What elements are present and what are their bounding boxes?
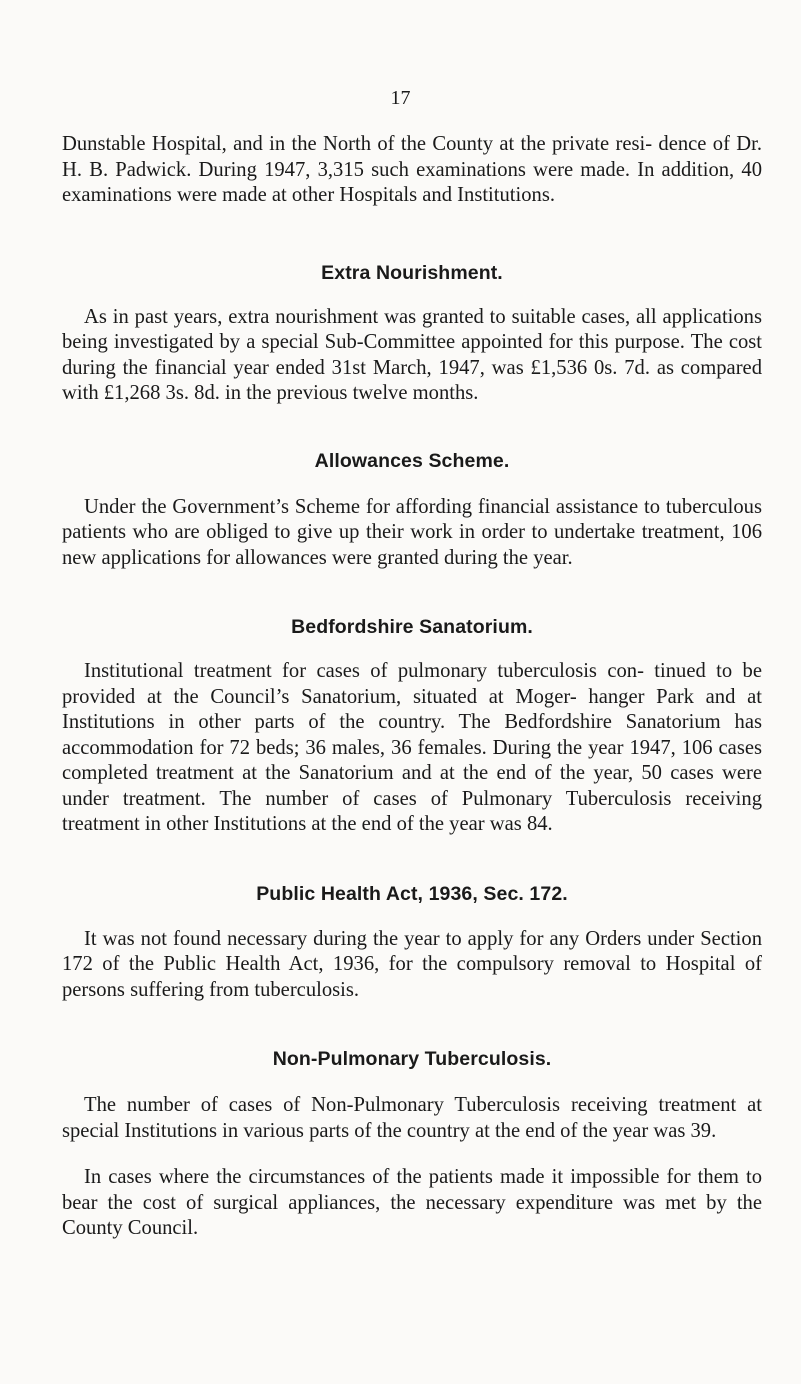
heading-non-pulmonary-tuberculosis: Non-Pulmonary Tuberculosis. xyxy=(272,1048,552,1070)
paragraph-bedfordshire-sanatorium: Institutional treatment for cases of pulmonary tuberculosis con- tinued to be provided at the Council’s Sanatorium, situated at Moger- hanger Park and at Institutions in other parts of the country. The Bedfordshire Sanatorium has accommodation for 72 beds; 36 males, 36 females. During the year 1947, 106 cases completed treatment at the Sanatorium and at the end of the year, 50 cases were under treatment. The number of cases of Pulmonary Tuberculosis receiving treatment in other Institutions at the end of the year was 84. xyxy=(62,660,762,835)
heading-public-health-act: Public Health Act, 1936, Sec. 172. xyxy=(256,882,568,905)
paragraph-allowances-scheme: Under the Government’s Scheme for affording financial assistance to tuberculous patients who are obliged to give up their work in order to undertake treatment, 106 new applications for allowances were granted during the year. xyxy=(62,495,762,569)
paragraph-extra-nourishment: As in past years, extra nourishment was granted to suitable cases, all applications being investigated by a special Sub-Committee appointed for this purpose. The cost during the financial year ended 31st March, 1947, was £1,536 0s. 7d. as compared with £1,268 3s. 8d. in the previous twelve months. xyxy=(62,305,762,404)
page-number: 17 xyxy=(390,87,411,109)
paragraph-continuation: Dunstable Hospital, and in the North of the County at the private resi- dence of Dr. H. B. Padwick. During 1947, 3,315 such examinations were made. In addition, 40 examinations were made at other Hospitals and Institutions. xyxy=(62,133,762,206)
paragraph-non-pulmonary-cases: The number of cases of Non-Pulmonary Tuberculosis receiving treatment at special Institutions in various parts of the country at the end of the year was 39. xyxy=(62,1094,762,1142)
heading-bedfordshire-sanatorium: Bedfordshire Sanatorium. xyxy=(291,616,533,638)
heading-allowances-scheme: Allowances Scheme. xyxy=(314,449,510,472)
paragraph-public-health-act: It was not found necessary during the year to apply for any Orders under Section 172 of the Public Health Act, 1936, for the compulsory removal to Hospital of persons suffering from tuberculosis. xyxy=(62,927,762,1001)
document-page xyxy=(62,82,762,1242)
heading-extra-nourishment: Extra Nourishment. xyxy=(321,261,503,284)
paragraph-surgical-appliances: In cases where the circumstances of the patients made it impossible for them to bear the cost of surgical appliances, the necessary expenditure was met by the County Council. xyxy=(62,1166,762,1239)
